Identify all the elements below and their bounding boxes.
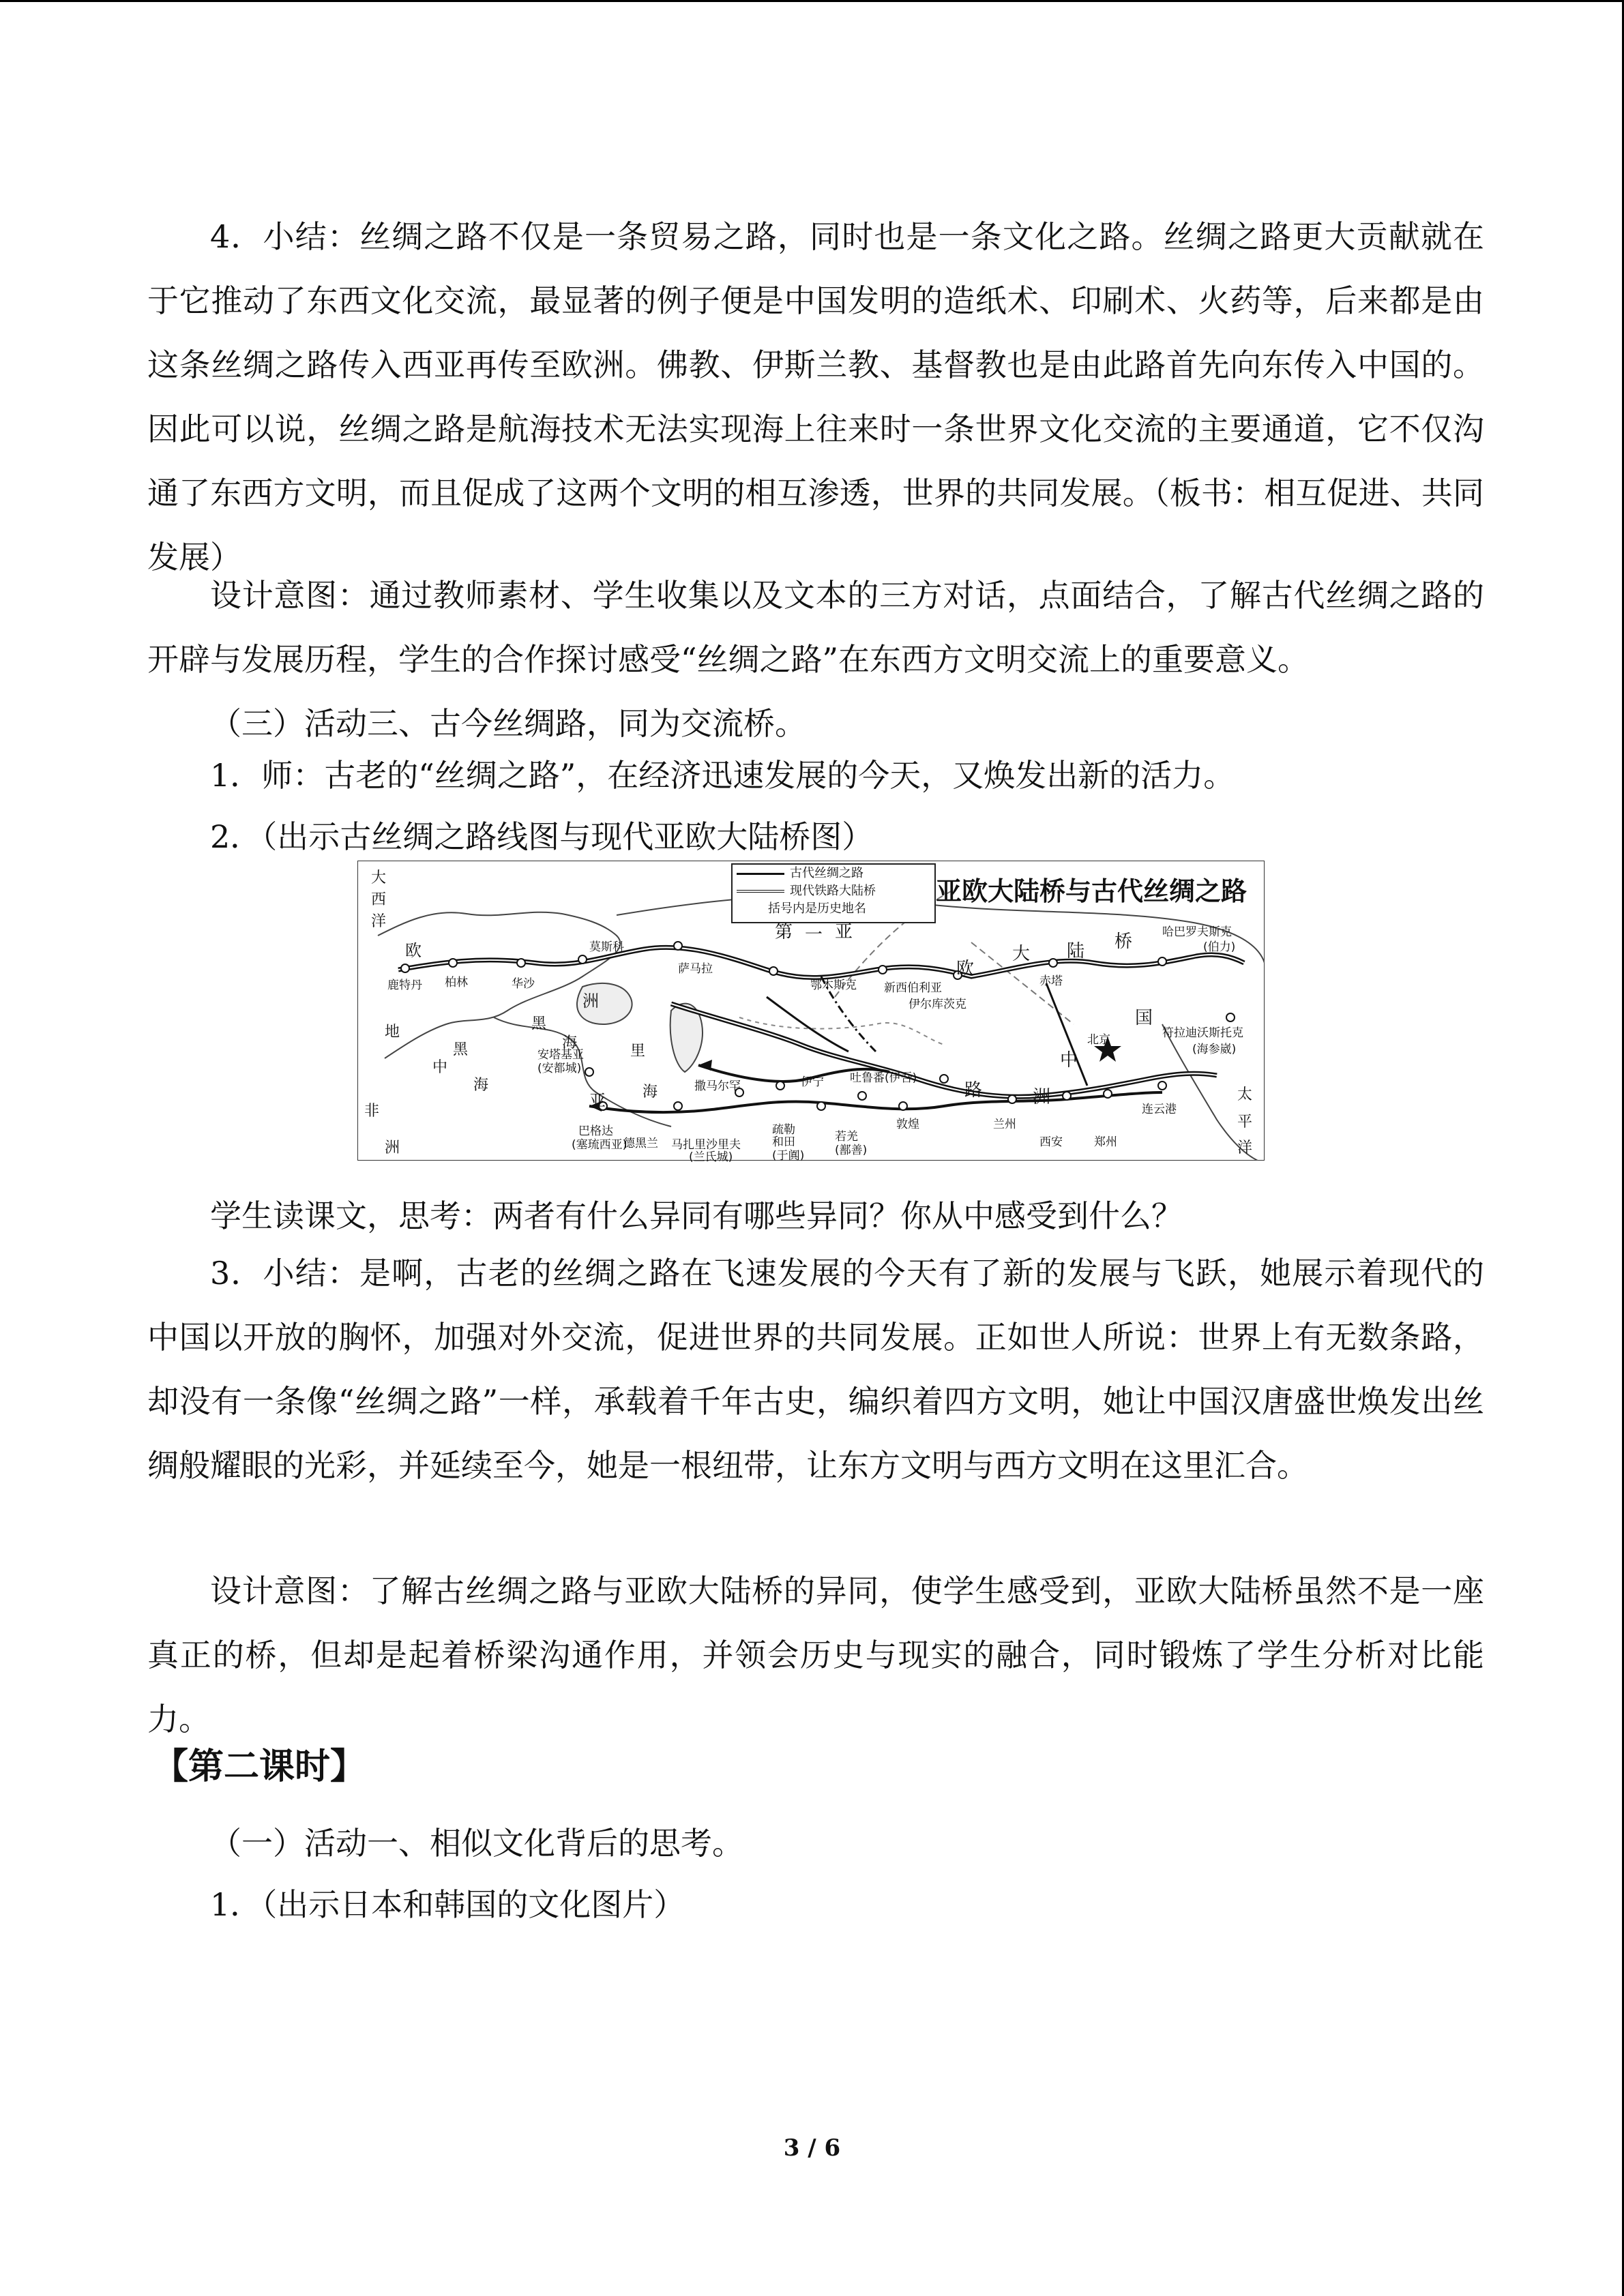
label-kashgar: 疏勒	[772, 1123, 795, 1137]
label-zhengzhou: 郑州	[1094, 1135, 1117, 1149]
label-baghdad: 巴格达	[578, 1124, 613, 1138]
teacher-paragraph: 1．师：古老的“丝绸之路”，在经济迅速发展的今天，又焕发出新的活力。	[210, 757, 1235, 794]
label-berlin: 柏林	[445, 976, 468, 989]
ancient-route-swatch	[737, 873, 784, 875]
map-legend	[731, 863, 936, 923]
map-title: 亚欧大陆桥与古代丝绸之路	[936, 876, 1247, 906]
label-silk-2: 洲	[1033, 1087, 1051, 1107]
label-vladivostok-hist: (海参崴)	[1192, 1043, 1237, 1056]
legend-modern-label: 现代铁路大陆桥	[790, 884, 876, 898]
map-intro-paragraph: 2．（出示古丝绸之路线图与现代亚欧大陆桥图）	[210, 818, 874, 855]
label-bridge-1: 第	[775, 922, 793, 942]
label-samara: 萨马拉	[678, 962, 713, 976]
label-beijing: 北京	[1087, 1033, 1110, 1047]
label-atlantic-3: 洋	[371, 913, 387, 930]
label-ankara: 安塔基亚	[537, 1048, 584, 1062]
label-lanzhou: 兰州	[993, 1118, 1016, 1131]
silk-road-map	[357, 861, 1265, 1164]
lesson-two-heading: 【第二课时】	[153, 1746, 366, 1787]
label-med-2: 中	[432, 1059, 448, 1076]
label-pacific-3: 洋	[1237, 1139, 1253, 1157]
summary-paragraph-3: 3．小结：是啊，古老的丝绸之路在飞速发展的今天有了新的发展与飞跃，她展示着现代的中国以开放的胸怀，加强对外交流，促进世界的共同发展。正如世人所说：世界上有无数条路，却没有一条像“丝绸之路”一样，承载着千年古史，编织着四方文明，她让中国汉唐盛世焕发出丝绸般耀眼的光彩，并延续至今，她是一根纽带，让东方文明与西方文明在这里汇合。	[147, 1255, 1484, 1484]
legend-ancient-label: 古代丝绸之路	[790, 866, 863, 880]
label-bridge-2: 一	[805, 925, 823, 945]
label-dunhuang: 敦煌	[896, 1118, 919, 1131]
label-china-2: 国	[1135, 1008, 1153, 1028]
label-caspian-2: 海	[643, 1084, 658, 1101]
label-bridge-5: 大	[1012, 944, 1031, 964]
label-silk-1: 路	[964, 1080, 983, 1101]
label-bridge-4: 欧	[956, 959, 975, 979]
label-bridge-3: 亚	[835, 922, 853, 942]
label-europe-2: 洲	[582, 992, 599, 1011]
label-blacksea-2: 海	[562, 1034, 578, 1052]
label-asia: 亚	[589, 1091, 606, 1110]
legend-note: 括号内是历史地名	[768, 901, 866, 916]
label-khabarovsk-hist: (伯力)	[1203, 940, 1236, 954]
label-warsaw: 华沙	[512, 977, 535, 991]
label-omsk: 鄂木斯克	[810, 979, 857, 992]
label-ruoqiang-hist: (鄯善)	[835, 1144, 868, 1157]
label-vladivostok: 符拉迪沃斯托克	[1162, 1026, 1243, 1040]
activity-three-heading: （三）活动三、古今丝绸路，同为交流桥。	[210, 705, 806, 742]
label-atlantic-1: 大	[371, 869, 387, 886]
label-africa-2: 洲	[385, 1139, 400, 1157]
label-irkutsk: 伊尔库茨克	[909, 998, 966, 1011]
label-tehran: 德黑兰	[623, 1137, 658, 1150]
label-africa-1: 非	[364, 1103, 380, 1120]
label-caspian-1: 里	[630, 1043, 646, 1060]
label-xian: 西安	[1039, 1135, 1063, 1149]
label-moscow: 莫斯科	[589, 940, 624, 954]
page-number: 3 / 6	[783, 2134, 841, 2162]
label-blacksea-1b: 黑	[531, 1015, 547, 1032]
summary-paragraph-4: 4．小结：丝绸之路不仅是一条贸易之路，同时也是一条文化之路。丝绸之路更大贡献就在于它推动了东西文化交流，最显著的例子便是中国发明的造纸术、印刷术、火药等，后来都是由这条丝绸之路传入西亚再传至欧洲。佛教、伊斯兰教、基督教也是由此路首先向东传入中国的。因此可以说，丝绸之路是航海技术无法实现海上往来时一条世界文化交流的主要通道，它不仅沟通了东西方文明，而且促成了这两个文明的相互渗透，世界的共同发展。（板书：相互促进、共同发展）	[147, 218, 1484, 576]
label-tulufan: 吐鲁番(伊吾)	[850, 1071, 917, 1085]
label-merv: 马扎里沙里夫	[671, 1138, 741, 1152]
modern-rail-swatch	[737, 890, 784, 893]
label-samarkand: 撒马尔罕	[694, 1079, 741, 1093]
japan-korea-paragraph: 1．（出示日本和韩国的文化图片）	[210, 1886, 685, 1923]
label-yining: 伊宁	[801, 1075, 824, 1089]
activity-one-heading: （一）活动一、相似文化背后的思考。	[210, 1825, 743, 1862]
label-ankara-hist: (安都城)	[537, 1062, 582, 1075]
label-blacksea-1: 黑	[453, 1041, 469, 1058]
label-hotan: 和田	[772, 1135, 795, 1149]
label-khabarovsk: 哈巴罗夫斯克	[1162, 925, 1232, 939]
label-europe-1: 欧	[405, 941, 422, 960]
label-baghdad-hist: (塞琉西亚)	[572, 1138, 628, 1152]
label-ruoqiang: 若羌	[835, 1130, 858, 1144]
label-med-3: 海	[473, 1077, 489, 1094]
student-question-paragraph: 学生读课文，思考：两者有什么异同有哪些异同？你从中感受到什么？	[210, 1197, 1183, 1234]
label-chita: 赤塔	[1039, 974, 1063, 988]
label-novosibirsk: 新西伯利亚	[884, 981, 942, 995]
label-pacific-2: 平	[1237, 1114, 1253, 1131]
label-hotan-hist: (于阗)	[772, 1149, 805, 1163]
label-bridge-6: 陆	[1067, 941, 1085, 961]
label-bridge-7: 桥	[1114, 931, 1133, 952]
label-med-1: 地	[385, 1024, 400, 1041]
label-china-1: 中	[1060, 1050, 1078, 1071]
label-lianyungang: 连云港	[1142, 1103, 1177, 1116]
design-intent-paragraph-2: 设计意图：了解古丝绸之路与亚欧大陆桥的异同，使学生感受到，亚欧大陆桥虽然不是一座真正的桥，但却是起着桥梁沟通作用，并领会历史与现实的融合，同时锻炼了学生分析对比能力。	[147, 1572, 1484, 1738]
label-rotterdam: 鹿特丹	[387, 979, 422, 992]
label-merv-hist: (兰氏城)	[689, 1150, 733, 1164]
label-pacific-1: 太	[1237, 1086, 1253, 1103]
design-intent-paragraph-1: 设计意图：通过教师素材、学生收集以及文本的三方对话，点面结合，了解古代丝绸之路的开辟与发展历程，学生的合作探讨感受“丝绸之路”在东西方文明交流上的重要意义。	[147, 577, 1484, 678]
label-atlantic-2: 西	[371, 891, 387, 908]
